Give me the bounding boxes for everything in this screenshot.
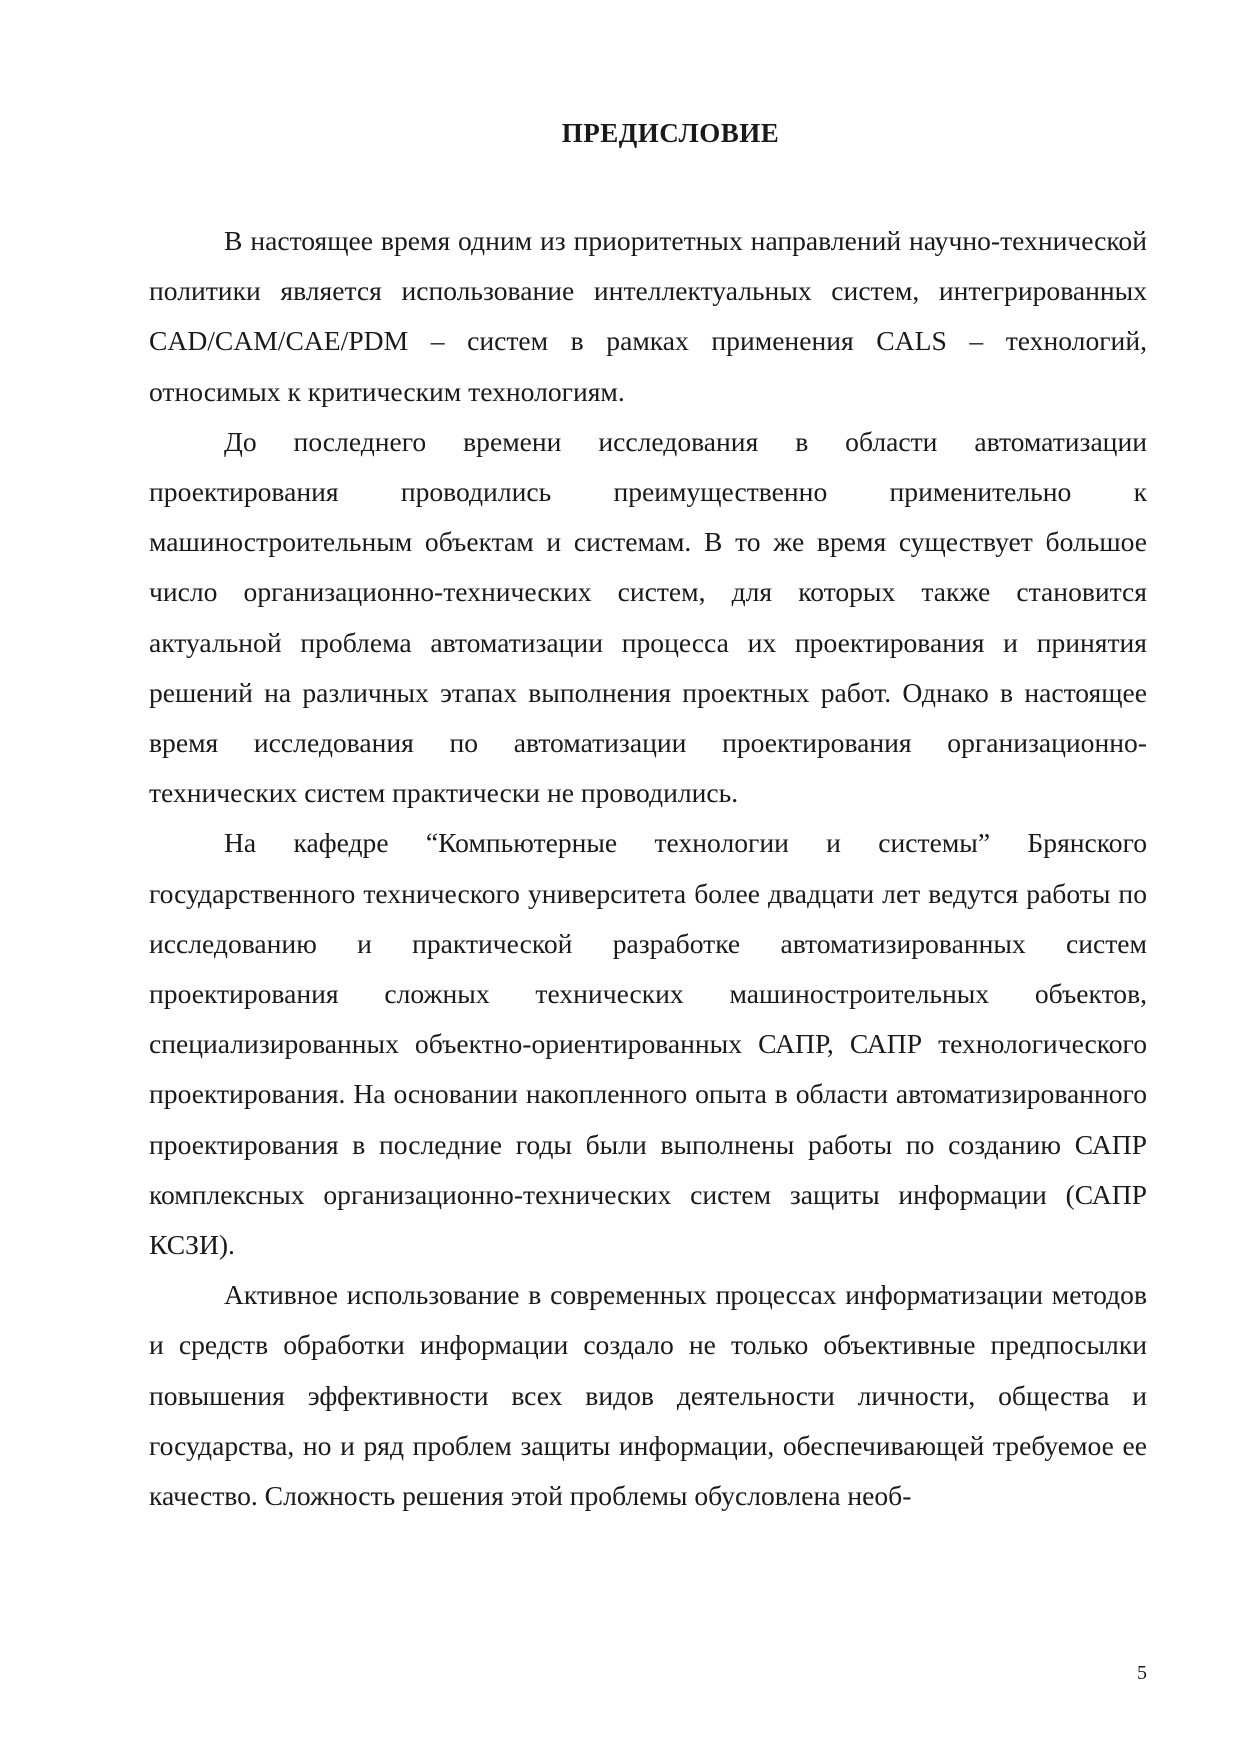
body-text — [149, 216, 1147, 1521]
paragraph-1: В настоящее время одним из приоритетных направлений научно-технической политики является использование интеллектуальных систем, интегрированных CAD/CAM/CAE/PDM – систем в рамках применения CALS – технологий, относимых к критическим технологиям. — [149, 225, 1147, 407]
page-title: ПРЕДИСЛОВИЕ — [561, 118, 780, 148]
paragraph-2: До последнего времени исследования в области автоматизации проектирования проводились преимущественно применительно к машиностроительным объектам и системам. В то же время существует большое число организационно-технических систем, для которых также становится актуальной проблема автоматизации процесса их проектирования и принятия решений на различных этапах выполнения проектных работ. Однако в настоящее время исследования по автоматизации проектирования организационно-технических систем практически не проводились. — [149, 425, 1147, 809]
page-number: 5 — [1137, 1662, 1147, 1684]
paragraph-4: Активное использование в современных процессах информатизации методов и средств обработки информации создало не только объективные предпосылки повышения эффективности всех видов деятельности личности, общества и государства, но и ряд проблем защиты информации, обеспечивающей требуемое ее качество. Сложность решения этой проблемы обусловлена необ- — [149, 1279, 1147, 1512]
paragraph-3: На кафедре “Компьютерные технологии и системы” Брянского государственного технического университета более двадцати лет ведутся работы по исследованию и практической разработке автоматизированных систем проектирования сложных технических машиностроительных объектов, специализированных объектно-ориентированных САПР, САПР технологического проектирования. На основании накопленного опыта в области автоматизированного проектирования в последние годы были выполнены работы по созданию САПР комплексных организационно-технических систем защиты информации (САПР КСЗИ). — [149, 827, 1147, 1261]
